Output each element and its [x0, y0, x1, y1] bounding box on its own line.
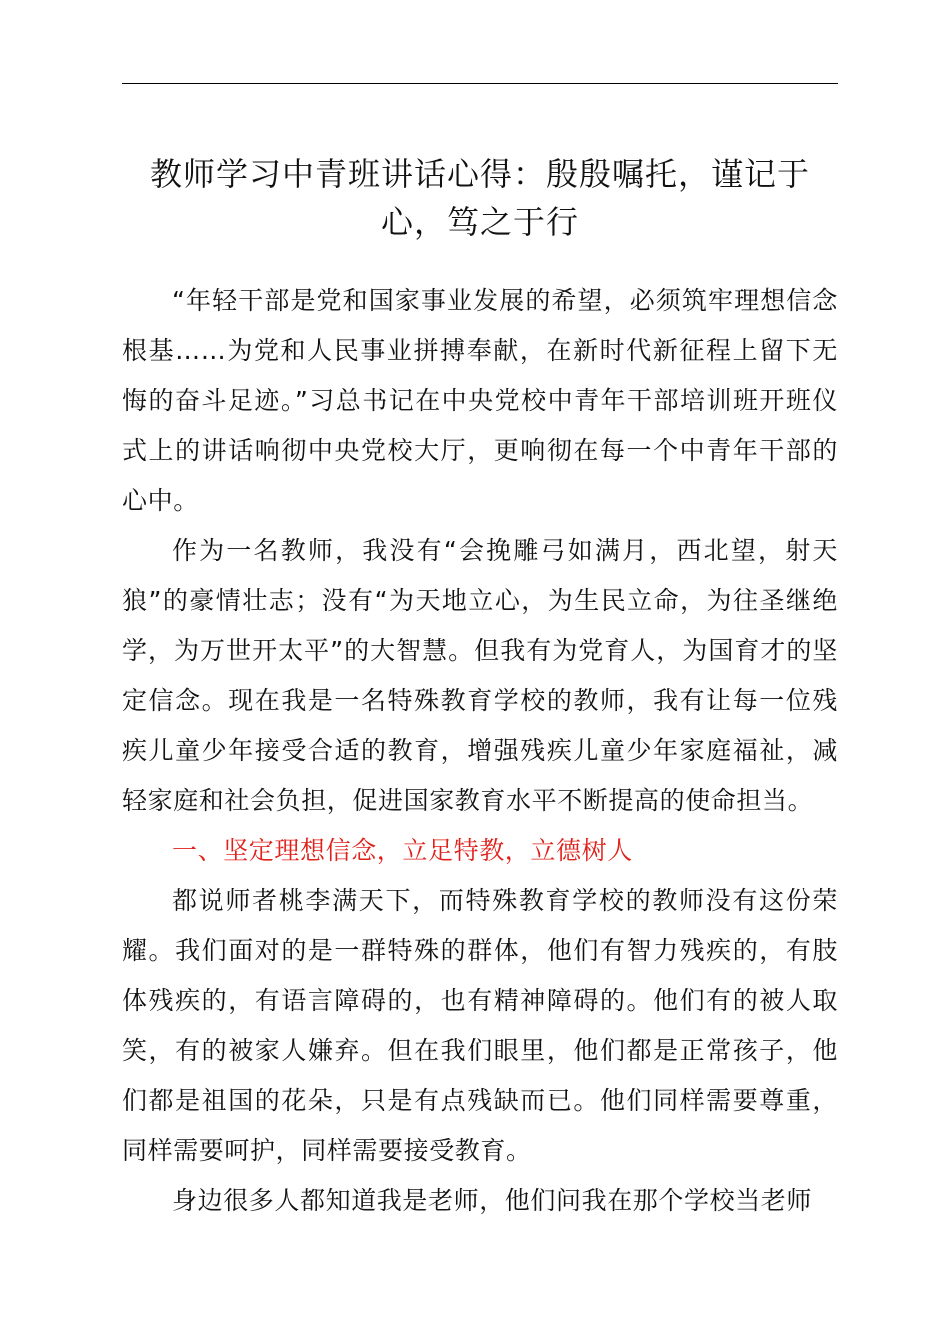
paragraph-continued: 身边很多人都知道我是老师，他们问我在那个学校当老师: [172, 1186, 813, 1215]
document-body: [122, 276, 838, 1226]
paragraph-special-education: 都说师者桃李满天下，而特殊教育学校的教师没有这份荣耀。我们面对的是一群特殊的群体，他们有智力残疾的，有肢体残疾的，有语言障碍的，也有精神障碍的。他们有的被人取笑，有的被家人嫌弃。但在我们眼里，他们都是正常孩子，他们都是祖国的花朵，只是有点残缺而已。他们同样需要尊重，同样需要呵护，同样需要接受教育。: [122, 886, 838, 1165]
section-heading-1: 一、坚定理想信念，立足特教，立德树人: [172, 836, 633, 865]
header-rule: [122, 83, 838, 84]
paragraph-teacher: 作为一名教师，我没有“会挽雕弓如满月，西北望，射天狼”的豪情壮志；没有“为天地立心，为生民立命，为往圣继绝学，为万世开太平”的大智慧。但我有为党育人，为国育才的坚定信念。现在我是一名特殊教育学校的教师，我有让每一位残疾儿童少年接受合适的教育，增强残疾儿童少年家庭福祉，减轻家庭和社会负担，促进国家教育水平不断提高的使命担当。: [122, 536, 838, 815]
paragraph-intro: “年轻干部是党和国家事业发展的希望，必须筑牢理想信念根基……为党和人民事业拼搏奉献，在新时代新征程上留下无悔的奋斗足迹。”习总书记在中央党校中青年干部培训班开班仪式上的讲话响彻中央党校大厅，更响彻在每一个中青年干部的心中。: [122, 286, 838, 515]
document-title: 教师学习中青班讲话心得：殷殷嘱托，谨记于心，笃之于行: [149, 155, 810, 241]
